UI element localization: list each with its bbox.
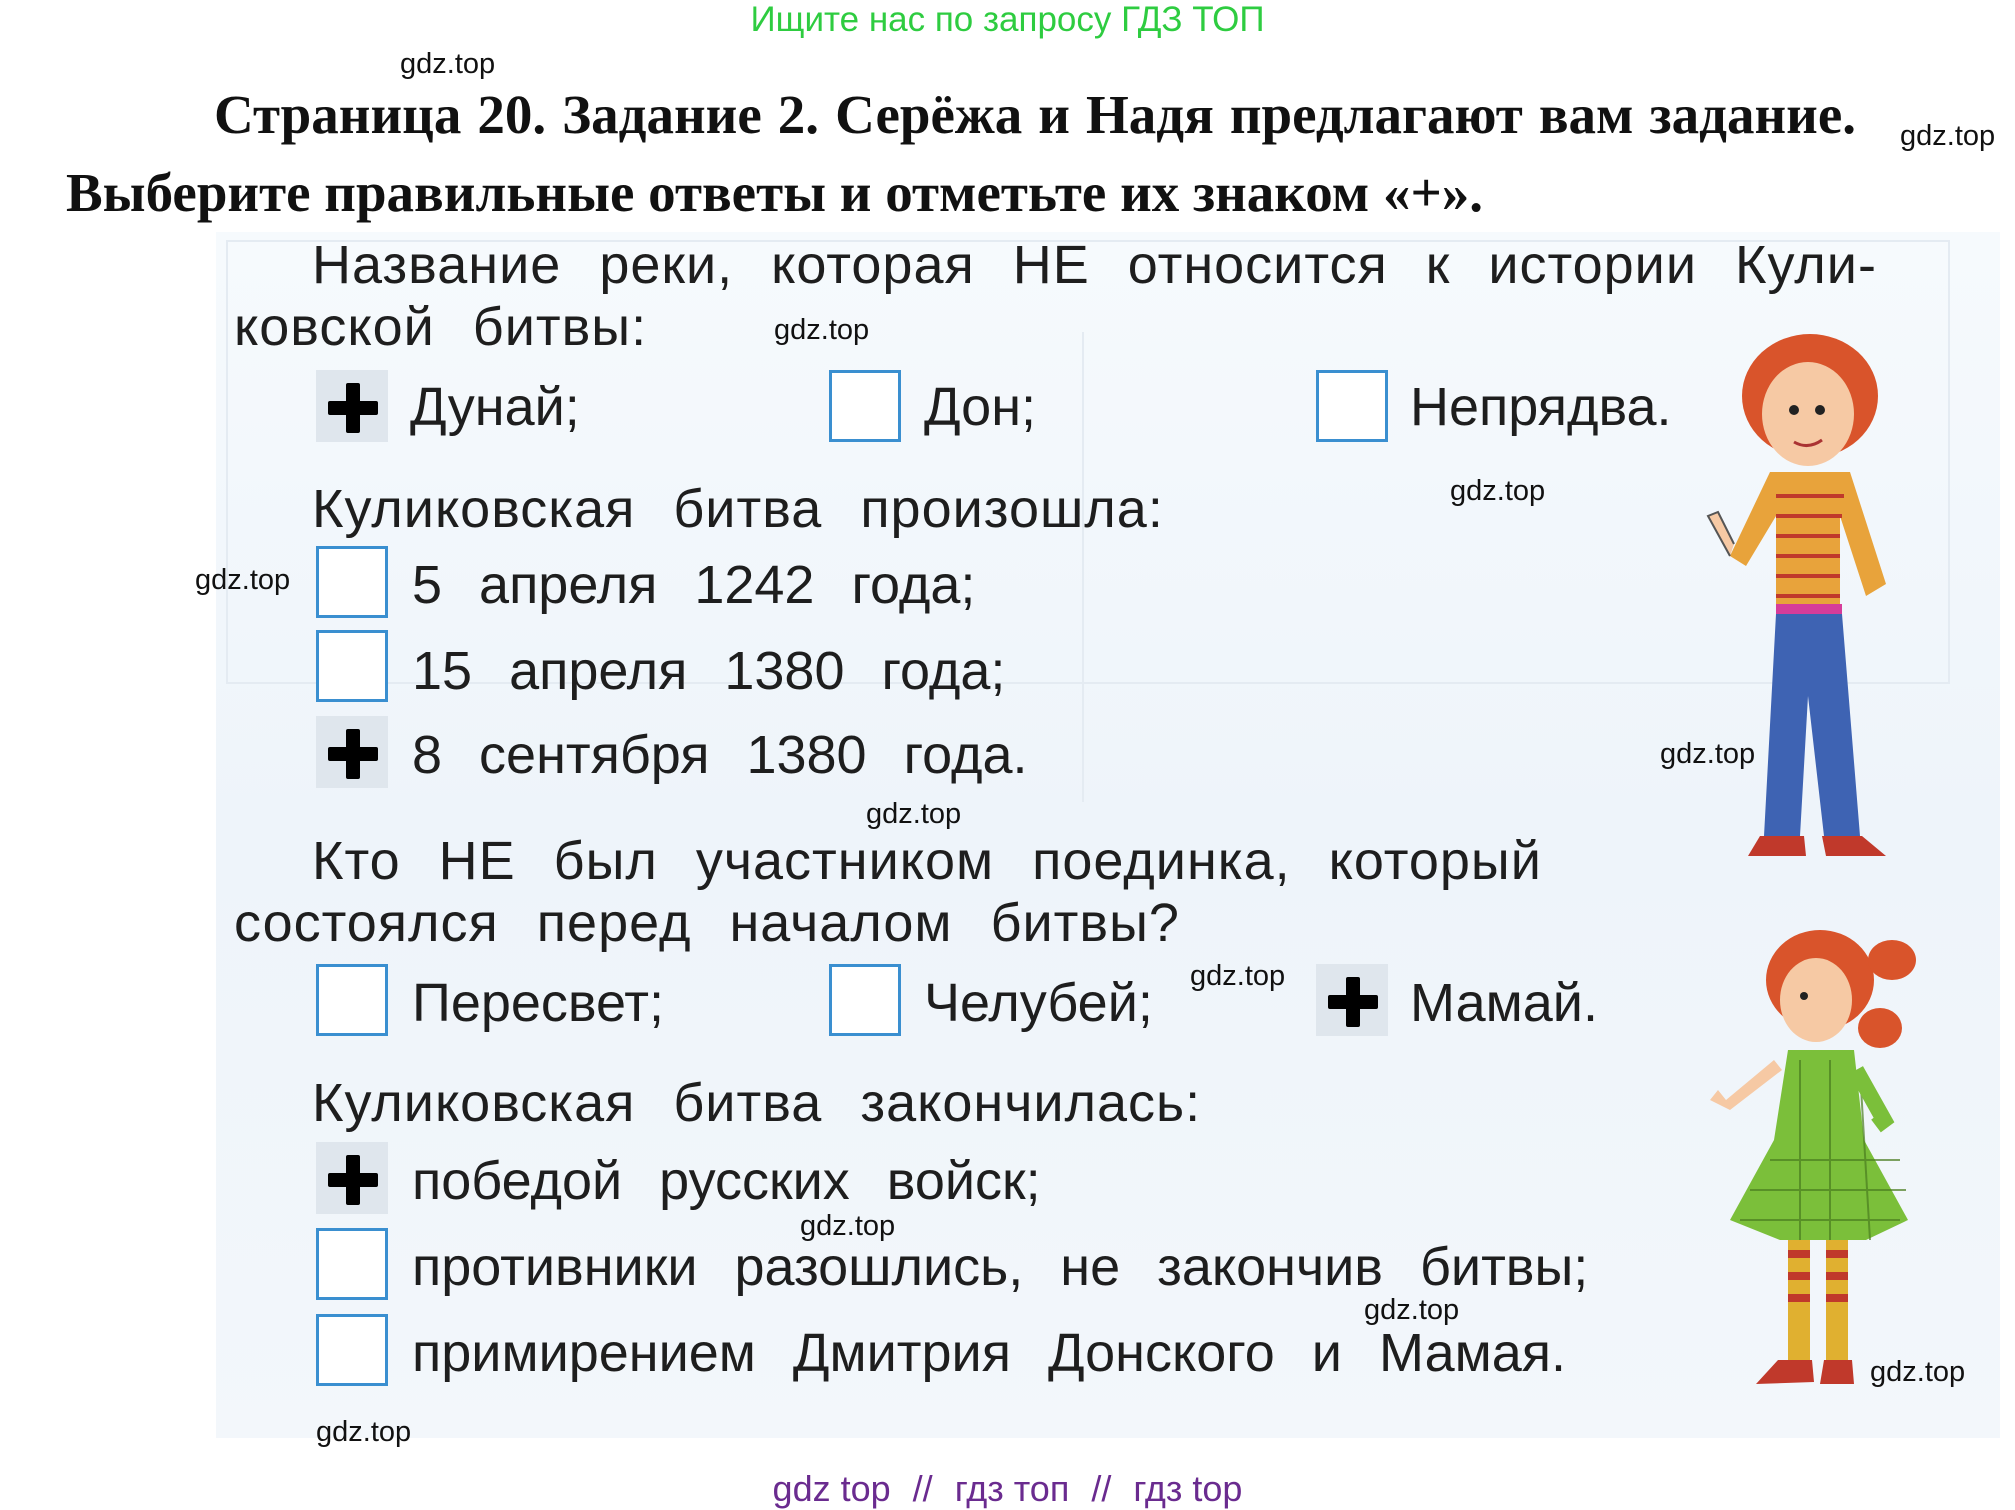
q4-option1-label: победой русских войск; [412, 1151, 1041, 1211]
q1-option3-label: Непрядва. [1410, 377, 1672, 437]
watermark-2: gdz.top [1900, 120, 1996, 152]
girl-face [1780, 958, 1852, 1042]
watermark-5: gdz.top [195, 564, 291, 596]
faint-divider [1082, 332, 1084, 802]
watermark-1: gdz.top [400, 48, 496, 80]
watermark-7: gdz.top [866, 798, 962, 830]
q2-option1-label: 5 апреля 1242 года; [412, 555, 976, 615]
footer-separator-2: // [1091, 1468, 1112, 1509]
footer-link-2[interactable]: гдз топ [954, 1468, 1070, 1509]
q3-option3-label: Мамай. [1410, 973, 1598, 1033]
q2-option3-checkbox[interactable] [316, 716, 388, 788]
q3-option3-checkbox[interactable] [1316, 964, 1388, 1036]
q2-option3-label: 8 сентября 1380 года. [412, 725, 1028, 785]
q4-option2-checkbox[interactable] [316, 1228, 388, 1300]
q3-line1: Кто НЕ был участником поединка, который [312, 831, 1542, 891]
q3-option2-checkbox[interactable] [829, 964, 901, 1036]
q4-option3-checkbox[interactable] [316, 1314, 388, 1386]
q3-option2-label: Челубей; [924, 973, 1153, 1033]
task-heading-text: Страница 20. Задание 2. Серёжа и Надя предлагают вам задание. Выберите правильные ответы и отметьте их знаком «+». [66, 84, 1856, 223]
q1-option2-label: Дон; [924, 377, 1037, 437]
boy-shirt [1730, 472, 1886, 606]
q4-option3-label: примирением Дмитрия Донского и Мамая. [412, 1323, 1566, 1383]
q1-option3-checkbox[interactable] [1316, 370, 1388, 442]
q4-line1: Куликовская битва закончилась: [312, 1073, 1202, 1133]
boy-jeans [1764, 614, 1860, 836]
q3-option1-checkbox[interactable] [316, 964, 388, 1036]
watermark-9: gdz.top [800, 1210, 896, 1242]
q1-line1: Название реки, которая НЕ относится к истории Кули- [312, 235, 1877, 295]
q3-line2: состоялся перед началом битвы? [234, 893, 1180, 953]
q2-line1: Куликовская битва произошла: [312, 479, 1164, 539]
watermark-11: gdz.top [1870, 1356, 1966, 1388]
watermark-10: gdz.top [1364, 1294, 1460, 1326]
q2-option2-label: 15 апреля 1380 года; [412, 641, 1006, 701]
footer-separator-1: // [912, 1468, 933, 1509]
q4-option2-label: противники разошлись, не закончив битвы; [412, 1237, 1589, 1297]
q2-option1-checkbox[interactable] [316, 546, 388, 618]
footer-link-1[interactable]: gdz top [772, 1468, 891, 1509]
watermark-12: gdz.top [316, 1416, 412, 1448]
watermark-4: gdz.top [1450, 475, 1546, 507]
q1-option1-label: Дунай; [410, 377, 580, 437]
q1-option2-checkbox[interactable] [829, 370, 901, 442]
task-heading [66, 76, 1856, 232]
boy-face [1762, 362, 1854, 466]
q1-line2: ковской битвы: [234, 297, 648, 357]
watermark-8: gdz.top [1190, 960, 1286, 992]
watermark-6: gdz.top [1660, 738, 1756, 770]
q2-option2-checkbox[interactable] [316, 630, 388, 702]
boy-illustration [1690, 316, 1950, 876]
q3-option1-label: Пересвет; [412, 973, 664, 1033]
footer-link-3[interactable]: гдз top [1133, 1468, 1243, 1509]
search-banner: Ищите нас по запросу ГДЗ ТОП [750, 0, 1265, 39]
footer-links [0, 1468, 2015, 1510]
watermark-3: gdz.top [774, 314, 870, 346]
q1-option1-checkbox[interactable] [316, 370, 388, 442]
q4-option1-checkbox[interactable] [316, 1142, 388, 1214]
girl-illustration [1670, 920, 1950, 1430]
